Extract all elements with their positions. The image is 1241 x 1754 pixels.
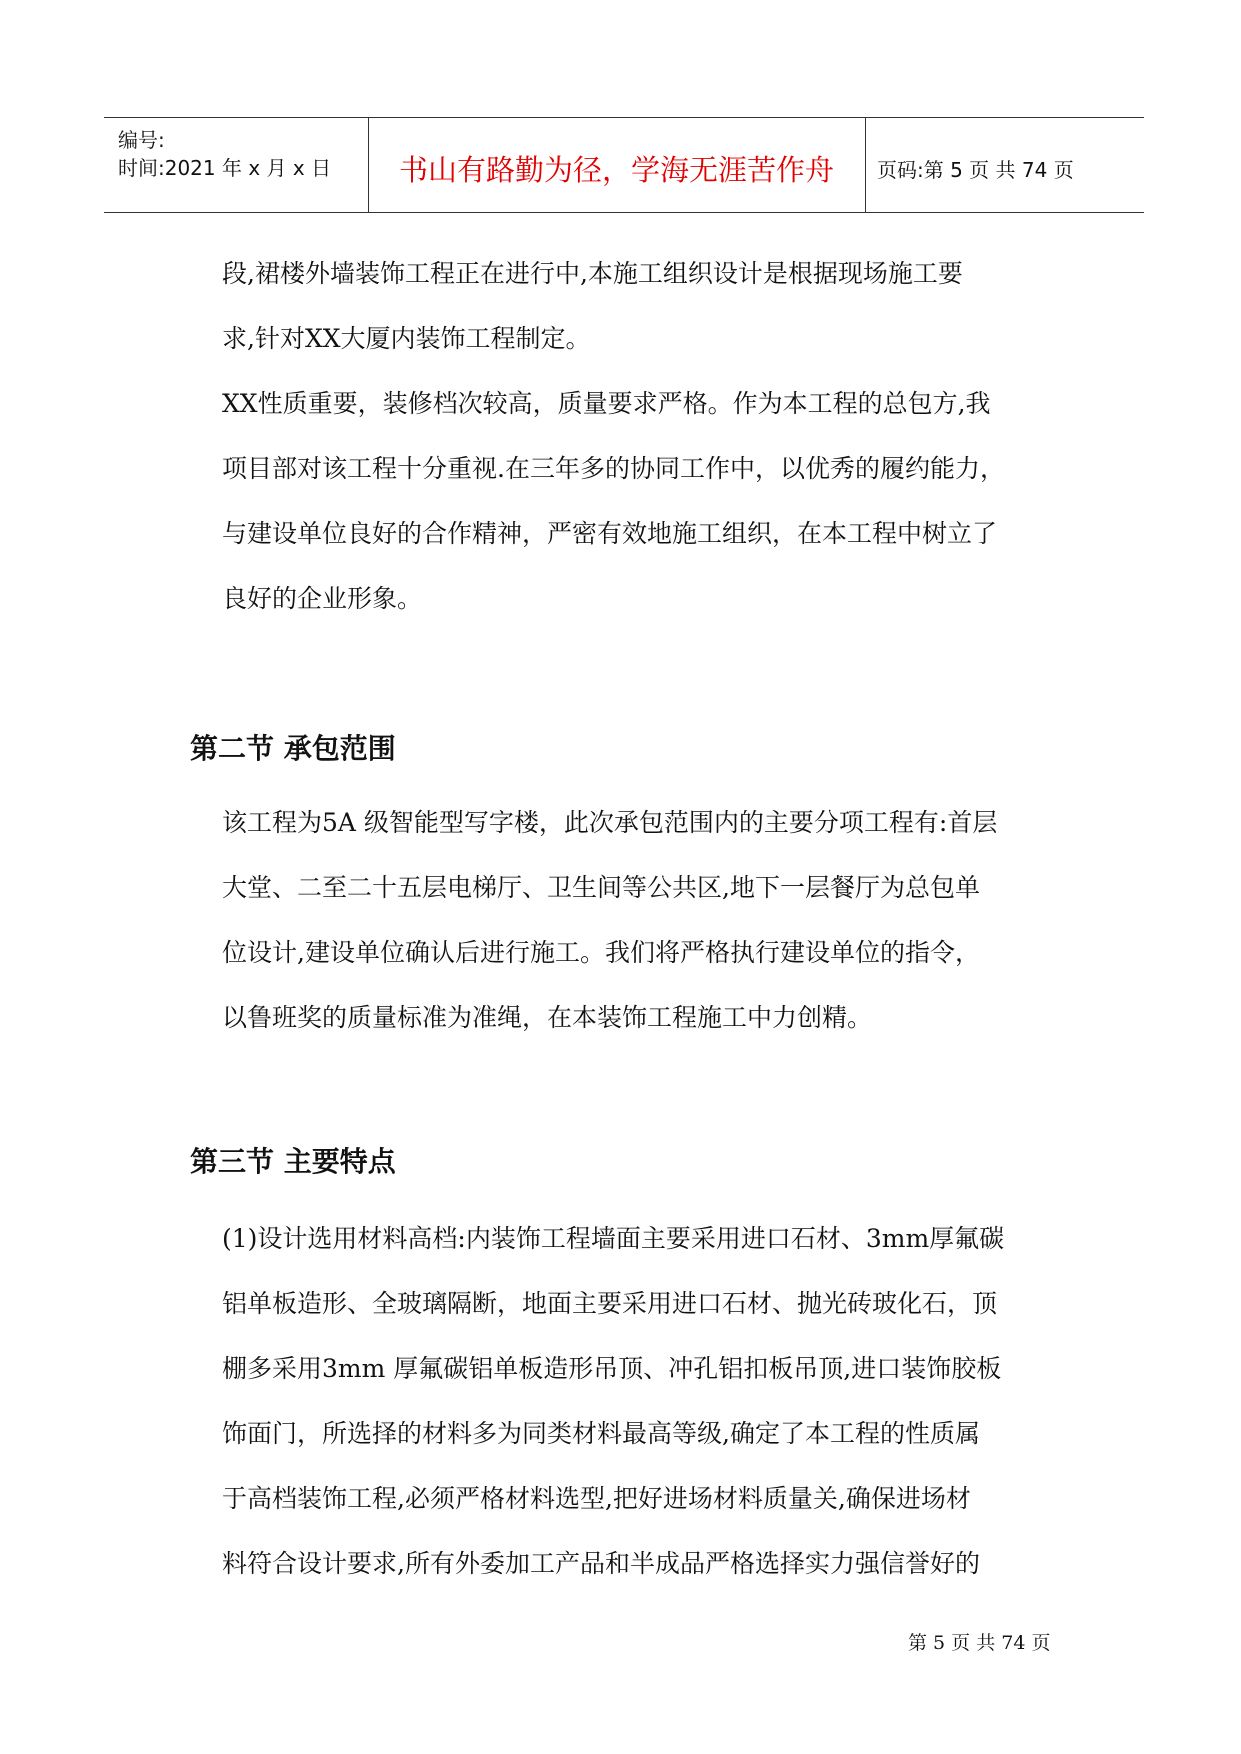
text-line: 项目部对该工程十分重视.在三年多的协同工作中，以优秀的履约能力， — [222, 454, 1005, 483]
text-line: 与建设单位良好的合作精神，严密有效地施工组织，在本工程中树立了 — [222, 519, 998, 548]
text-line: (1)设计选用材料高档:内装饰工程墙面主要采用进口石材、3mm厚氟碳 — [222, 1224, 1005, 1253]
document-time-label: 时间:2021 年 x 月 x 日 — [118, 156, 332, 180]
text-line: 以鲁班奖的质量标准为准绳，在本装饰工程施工中力创精。 — [222, 1003, 873, 1032]
text-line: 位设计,建设单位确认后进行施工。我们将严格执行建设单位的指令， — [222, 938, 980, 967]
section-heading-features: 第三节 主要特点 — [190, 1145, 396, 1178]
paragraph-features — [222, 1206, 1082, 1596]
header-info-cell — [104, 118, 369, 212]
text-line: 于高档装饰工程,必须严格材料选型,把好进场材料质量关,确保进场材 — [222, 1484, 971, 1513]
text-line: 饰面门，所选择的材料多为同类材料最高等级,确定了本工程的性质属 — [222, 1419, 980, 1448]
text-line: 求,针对XX大厦内装饰工程制定。 — [222, 324, 591, 353]
section-heading-scope: 第二节 承包范围 — [190, 732, 396, 765]
header-motto: 书山有路勤为径，学海无涯苦作舟 — [398, 153, 834, 187]
paragraph-scope — [222, 790, 1082, 1050]
text-line: 铝单板造形、全玻璃隔断，地面主要采用进口石材、抛光砖玻化石，顶 — [222, 1289, 998, 1318]
header-page-code: 页码:第 5 页 共 74 页 — [877, 158, 1074, 182]
text-line: 大堂、二至二十五层电梯厅、卫生间等公共区,地下一层餐厅为总包单 — [222, 873, 980, 902]
text-line: XX性质重要，装修档次较高，质量要求严格。作为本工程的总包方,我 — [222, 389, 991, 418]
header-page-cell — [865, 118, 1144, 212]
page-header — [104, 117, 1144, 213]
paragraph-project-importance — [222, 371, 1082, 631]
header-motto-cell — [368, 118, 866, 212]
text-line: 棚多采用3mm 厚氟碳铝单板造形吊顶、冲孔铝扣板吊顶,进口装饰胶板 — [222, 1354, 1002, 1383]
text-line: 良好的企业形象。 — [222, 584, 423, 613]
text-line: 料符合设计要求,所有外委加工产品和半成品严格选择实力强信誉好的 — [222, 1549, 980, 1578]
paragraph-project-intro — [222, 241, 1082, 371]
page-footer-number: 第 5 页 共 74 页 — [908, 1632, 1051, 1654]
text-line: 段,裙楼外墙装饰工程正在进行中,本施工组织设计是根据现场施工要 — [222, 259, 963, 288]
document-number-label: 编号: — [118, 128, 165, 152]
text-line: 该工程为5A 级智能型写字楼，此次承包范围内的主要分项工程有:首层 — [222, 808, 998, 837]
